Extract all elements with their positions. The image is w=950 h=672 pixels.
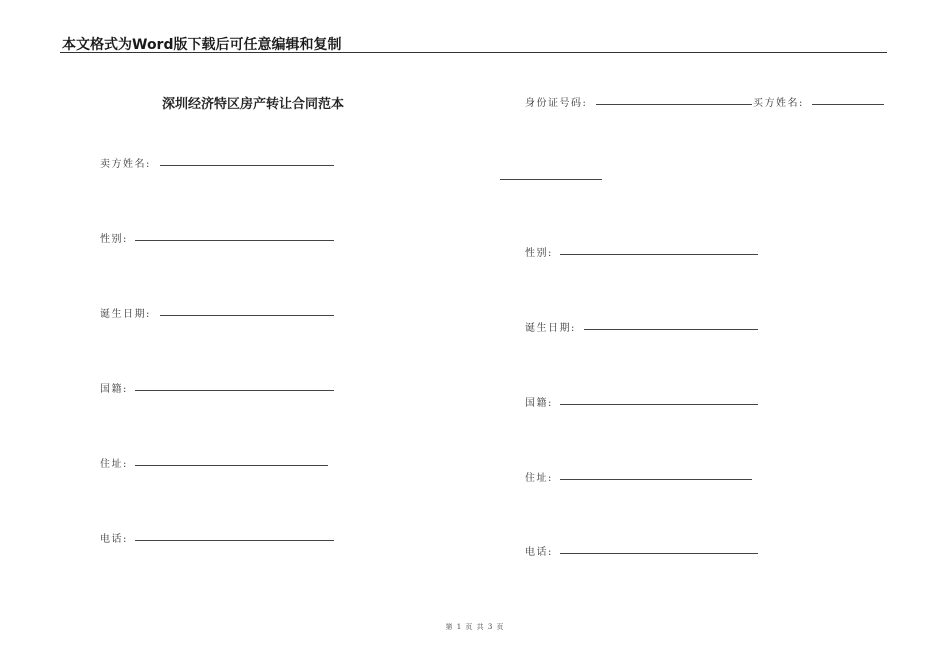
buyer-birth-blank — [584, 329, 758, 330]
buyer-name-blank-continued — [500, 179, 602, 180]
buyer-birth-label: 诞生日期: — [525, 323, 576, 334]
seller-birth-label: 诞生日期: — [100, 309, 151, 320]
seller-id-blank — [596, 104, 752, 105]
document-title: 深圳经济特区房产转让合同范本 — [162, 97, 345, 112]
buyer-address-label: 住址: — [525, 473, 553, 484]
seller-phone-label: 电话: — [100, 534, 128, 545]
buyer-address-blank — [560, 479, 752, 480]
buyer-name-blank — [812, 104, 884, 105]
buyer-gender-blank — [560, 254, 758, 255]
seller-name-blank — [160, 165, 334, 166]
seller-nationality-label: 国籍: — [100, 384, 128, 395]
seller-id-label: 身份证号码: — [525, 98, 588, 109]
header-text: 本文格式为Word版下载后可任意编辑和复制 — [62, 37, 342, 53]
header-divider — [60, 52, 887, 53]
seller-gender-label: 性别: — [100, 234, 128, 245]
buyer-nationality-label: 国籍: — [525, 398, 553, 409]
buyer-gender-label: 性别: — [525, 248, 553, 259]
buyer-nationality-blank — [560, 404, 758, 405]
seller-address-label: 住址: — [100, 459, 128, 470]
seller-birth-blank — [160, 315, 334, 316]
buyer-phone-blank — [560, 553, 758, 554]
seller-name-label: 卖方姓名: — [100, 159, 151, 170]
seller-phone-blank — [135, 540, 334, 541]
seller-nationality-blank — [135, 390, 334, 391]
buyer-phone-label: 电话: — [525, 547, 553, 558]
buyer-name-label: 买方姓名: — [753, 98, 804, 109]
seller-gender-blank — [135, 240, 334, 241]
page-indicator: 第 1 页 共 3 页 — [445, 623, 505, 631]
seller-address-blank — [135, 465, 328, 466]
